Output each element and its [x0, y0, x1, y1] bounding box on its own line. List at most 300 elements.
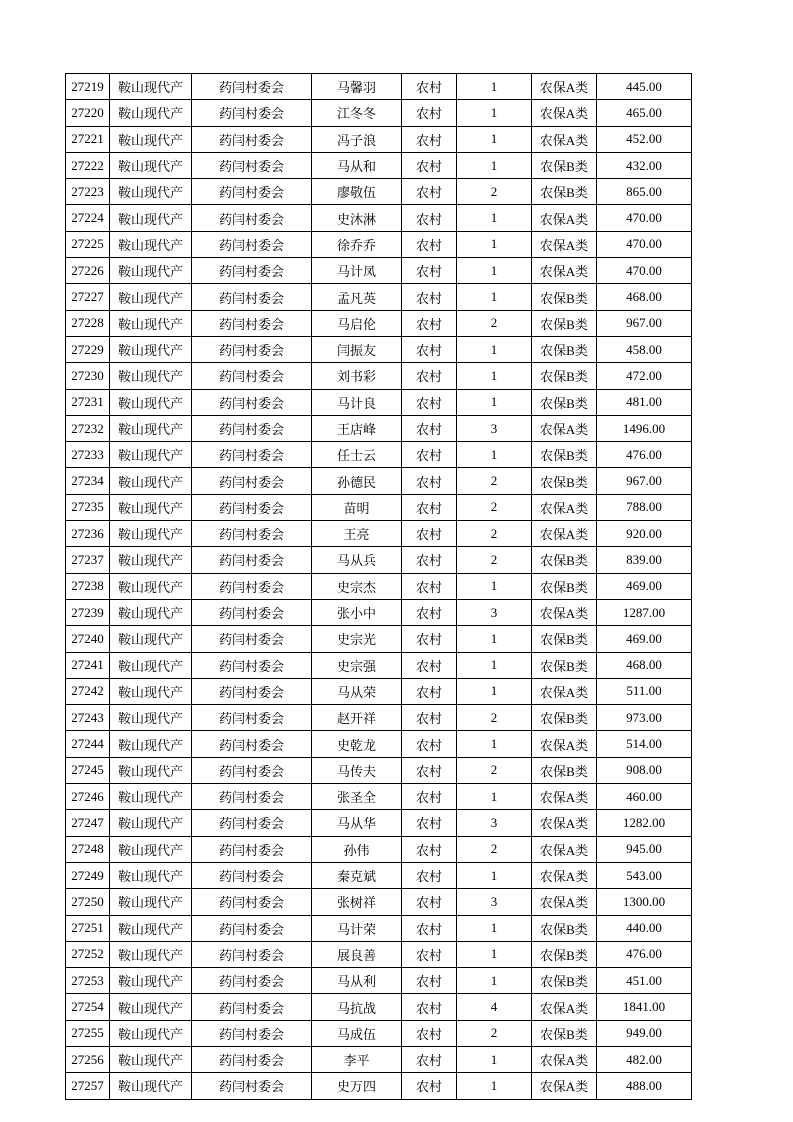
cell-count: 3	[457, 415, 532, 441]
cell-name: 马传夫	[312, 757, 402, 783]
cell-residence: 农村	[402, 442, 457, 468]
cell-category: 农保B类	[532, 336, 597, 362]
cell-amount: 1496.00	[597, 415, 692, 441]
cell-name: 展良善	[312, 941, 402, 967]
cell-id: 27242	[66, 678, 110, 704]
cell-org: 鞍山现代产	[110, 389, 192, 415]
cell-residence: 农村	[402, 389, 457, 415]
cell-residence: 农村	[402, 100, 457, 126]
cell-org: 鞍山现代产	[110, 126, 192, 152]
table-row	[66, 757, 692, 783]
cell-org: 鞍山现代产	[110, 915, 192, 941]
cell-count: 1	[457, 1073, 532, 1099]
cell-village: 药闫村委会	[192, 915, 312, 941]
cell-count: 1	[457, 968, 532, 994]
cell-residence: 农村	[402, 1046, 457, 1072]
cell-residence: 农村	[402, 941, 457, 967]
cell-amount: 469.00	[597, 573, 692, 599]
cell-id: 27224	[66, 205, 110, 231]
cell-amount: 458.00	[597, 336, 692, 362]
cell-name: 马从兵	[312, 547, 402, 573]
cell-category: 农保B类	[532, 179, 597, 205]
cell-amount: 1841.00	[597, 994, 692, 1020]
cell-count: 1	[457, 74, 532, 100]
cell-org: 鞍山现代产	[110, 74, 192, 100]
cell-id: 27230	[66, 363, 110, 389]
table-row	[66, 784, 692, 810]
cell-count: 2	[457, 494, 532, 520]
cell-id: 27219	[66, 74, 110, 100]
cell-village: 药闫村委会	[192, 258, 312, 284]
table-row	[66, 100, 692, 126]
cell-village: 药闫村委会	[192, 205, 312, 231]
cell-count: 1	[457, 941, 532, 967]
cell-id: 27225	[66, 231, 110, 257]
cell-count: 1	[457, 626, 532, 652]
cell-org: 鞍山现代产	[110, 1046, 192, 1072]
table-row	[66, 599, 692, 625]
table-row	[66, 994, 692, 1020]
cell-amount: 470.00	[597, 231, 692, 257]
cell-name: 孙德民	[312, 468, 402, 494]
cell-amount: 514.00	[597, 731, 692, 757]
cell-category: 农保B类	[532, 547, 597, 573]
cell-org: 鞍山现代产	[110, 258, 192, 284]
cell-residence: 农村	[402, 1020, 457, 1046]
cell-category: 农保A类	[532, 258, 597, 284]
cell-amount: 967.00	[597, 468, 692, 494]
cell-id: 27231	[66, 389, 110, 415]
cell-residence: 农村	[402, 415, 457, 441]
cell-category: 农保A类	[532, 731, 597, 757]
cell-category: 农保A类	[532, 126, 597, 152]
cell-id: 27235	[66, 494, 110, 520]
cell-amount: 967.00	[597, 310, 692, 336]
cell-name: 张圣全	[312, 784, 402, 810]
cell-org: 鞍山现代产	[110, 100, 192, 126]
cell-category: 农保A类	[532, 810, 597, 836]
table-row	[66, 915, 692, 941]
cell-amount: 908.00	[597, 757, 692, 783]
cell-count: 3	[457, 599, 532, 625]
cell-name: 史沐淋	[312, 205, 402, 231]
cell-residence: 农村	[402, 652, 457, 678]
cell-residence: 农村	[402, 626, 457, 652]
cell-category: 农保B类	[532, 284, 597, 310]
cell-amount: 451.00	[597, 968, 692, 994]
cell-name: 马从利	[312, 968, 402, 994]
table-row	[66, 626, 692, 652]
cell-residence: 农村	[402, 231, 457, 257]
cell-org: 鞍山现代产	[110, 994, 192, 1020]
cell-category: 农保B类	[532, 573, 597, 599]
cell-residence: 农村	[402, 784, 457, 810]
cell-name: 王亮	[312, 521, 402, 547]
cell-name: 马成伍	[312, 1020, 402, 1046]
cell-org: 鞍山现代产	[110, 152, 192, 178]
table-row	[66, 678, 692, 704]
cell-name: 徐乔乔	[312, 231, 402, 257]
cell-amount: 973.00	[597, 705, 692, 731]
cell-village: 药闫村委会	[192, 652, 312, 678]
cell-residence: 农村	[402, 363, 457, 389]
cell-village: 药闫村委会	[192, 100, 312, 126]
cell-residence: 农村	[402, 126, 457, 152]
cell-category: 农保A类	[532, 1046, 597, 1072]
cell-count: 1	[457, 442, 532, 468]
cell-category: 农保A类	[532, 599, 597, 625]
cell-residence: 农村	[402, 336, 457, 362]
cell-org: 鞍山现代产	[110, 336, 192, 362]
cell-org: 鞍山现代产	[110, 442, 192, 468]
cell-org: 鞍山现代产	[110, 757, 192, 783]
table-row	[66, 941, 692, 967]
cell-amount: 945.00	[597, 836, 692, 862]
cell-category: 农保A类	[532, 889, 597, 915]
cell-category: 农保B类	[532, 757, 597, 783]
cell-amount: 481.00	[597, 389, 692, 415]
cell-id: 27246	[66, 784, 110, 810]
cell-amount: 511.00	[597, 678, 692, 704]
cell-village: 药闫村委会	[192, 389, 312, 415]
cell-name: 冯子浪	[312, 126, 402, 152]
table-row	[66, 862, 692, 888]
cell-name: 马从华	[312, 810, 402, 836]
cell-residence: 农村	[402, 258, 457, 284]
cell-amount: 470.00	[597, 205, 692, 231]
cell-count: 1	[457, 784, 532, 810]
cell-amount: 445.00	[597, 74, 692, 100]
cell-name: 苗明	[312, 494, 402, 520]
cell-village: 药闫村委会	[192, 74, 312, 100]
table-row	[66, 810, 692, 836]
table-row	[66, 731, 692, 757]
cell-name: 马从和	[312, 152, 402, 178]
cell-id: 27253	[66, 968, 110, 994]
cell-name: 马抗战	[312, 994, 402, 1020]
cell-org: 鞍山现代产	[110, 468, 192, 494]
cell-amount: 440.00	[597, 915, 692, 941]
cell-amount: 460.00	[597, 784, 692, 810]
cell-amount: 472.00	[597, 363, 692, 389]
cell-residence: 农村	[402, 547, 457, 573]
cell-residence: 农村	[402, 994, 457, 1020]
cell-amount: 949.00	[597, 1020, 692, 1046]
cell-count: 2	[457, 1020, 532, 1046]
cell-count: 2	[457, 521, 532, 547]
cell-count: 1	[457, 862, 532, 888]
cell-count: 2	[457, 757, 532, 783]
cell-name: 马从荣	[312, 678, 402, 704]
cell-category: 农保A类	[532, 994, 597, 1020]
table-row	[66, 573, 692, 599]
cell-residence: 农村	[402, 310, 457, 336]
cell-village: 药闫村委会	[192, 994, 312, 1020]
cell-amount: 865.00	[597, 179, 692, 205]
cell-category: 农保A类	[532, 100, 597, 126]
cell-residence: 农村	[402, 889, 457, 915]
cell-name: 史宗杰	[312, 573, 402, 599]
cell-village: 药闫村委会	[192, 547, 312, 573]
cell-category: 农保B类	[532, 152, 597, 178]
cell-amount: 1282.00	[597, 810, 692, 836]
cell-id: 27250	[66, 889, 110, 915]
table-row	[66, 231, 692, 257]
cell-org: 鞍山现代产	[110, 731, 192, 757]
table-row	[66, 310, 692, 336]
cell-category: 农保B类	[532, 915, 597, 941]
cell-amount: 788.00	[597, 494, 692, 520]
cell-amount: 488.00	[597, 1073, 692, 1099]
cell-village: 药闫村委会	[192, 521, 312, 547]
cell-village: 药闫村委会	[192, 231, 312, 257]
cell-count: 1	[457, 205, 532, 231]
cell-name: 江冬冬	[312, 100, 402, 126]
cell-category: 农保B类	[532, 310, 597, 336]
cell-village: 药闫村委会	[192, 626, 312, 652]
table-row	[66, 1046, 692, 1072]
cell-category: 农保B类	[532, 652, 597, 678]
cell-residence: 农村	[402, 205, 457, 231]
cell-name: 史宗强	[312, 652, 402, 678]
cell-org: 鞍山现代产	[110, 889, 192, 915]
cell-count: 2	[457, 179, 532, 205]
cell-village: 药闫村委会	[192, 968, 312, 994]
table-body	[66, 74, 692, 1100]
table-row	[66, 652, 692, 678]
cell-org: 鞍山现代产	[110, 284, 192, 310]
cell-id: 27254	[66, 994, 110, 1020]
cell-org: 鞍山现代产	[110, 652, 192, 678]
cell-village: 药闫村委会	[192, 599, 312, 625]
cell-org: 鞍山现代产	[110, 836, 192, 862]
cell-id: 27240	[66, 626, 110, 652]
cell-id: 27223	[66, 179, 110, 205]
cell-category: 农保B类	[532, 389, 597, 415]
cell-name: 张小中	[312, 599, 402, 625]
cell-org: 鞍山现代产	[110, 231, 192, 257]
cell-amount: 468.00	[597, 284, 692, 310]
cell-residence: 农村	[402, 573, 457, 599]
cell-amount: 465.00	[597, 100, 692, 126]
cell-amount: 1300.00	[597, 889, 692, 915]
cell-id: 27236	[66, 521, 110, 547]
cell-id: 27222	[66, 152, 110, 178]
cell-id: 27228	[66, 310, 110, 336]
cell-village: 药闫村委会	[192, 468, 312, 494]
cell-org: 鞍山现代产	[110, 415, 192, 441]
cell-name: 史宗光	[312, 626, 402, 652]
cell-org: 鞍山现代产	[110, 941, 192, 967]
cell-id: 27244	[66, 731, 110, 757]
cell-count: 1	[457, 152, 532, 178]
cell-count: 3	[457, 810, 532, 836]
cell-count: 2	[457, 836, 532, 862]
cell-name: 孟凡英	[312, 284, 402, 310]
cell-category: 农保B类	[532, 363, 597, 389]
cell-village: 药闫村委会	[192, 336, 312, 362]
cell-count: 1	[457, 231, 532, 257]
cell-residence: 农村	[402, 915, 457, 941]
cell-id: 27229	[66, 336, 110, 362]
cell-id: 27257	[66, 1073, 110, 1099]
cell-name: 马计凤	[312, 258, 402, 284]
cell-org: 鞍山现代产	[110, 310, 192, 336]
cell-village: 药闫村委会	[192, 284, 312, 310]
cell-category: 农保B类	[532, 968, 597, 994]
cell-residence: 农村	[402, 599, 457, 625]
cell-residence: 农村	[402, 678, 457, 704]
cell-village: 药闫村委会	[192, 1046, 312, 1072]
cell-name: 秦克斌	[312, 862, 402, 888]
cell-amount: 839.00	[597, 547, 692, 573]
pension-payment-table	[65, 73, 692, 1100]
cell-name: 刘书彩	[312, 363, 402, 389]
cell-village: 药闫村委会	[192, 678, 312, 704]
cell-count: 1	[457, 336, 532, 362]
cell-id: 27247	[66, 810, 110, 836]
cell-name: 马计荣	[312, 915, 402, 941]
table-row	[66, 205, 692, 231]
cell-village: 药闫村委会	[192, 731, 312, 757]
cell-org: 鞍山现代产	[110, 626, 192, 652]
cell-category: 农保B类	[532, 941, 597, 967]
cell-amount: 476.00	[597, 941, 692, 967]
cell-count: 4	[457, 994, 532, 1020]
cell-count: 1	[457, 258, 532, 284]
cell-name: 任士云	[312, 442, 402, 468]
cell-id: 27256	[66, 1046, 110, 1072]
cell-residence: 农村	[402, 74, 457, 100]
cell-residence: 农村	[402, 731, 457, 757]
cell-id: 27255	[66, 1020, 110, 1046]
cell-residence: 农村	[402, 494, 457, 520]
cell-id: 27233	[66, 442, 110, 468]
cell-category: 农保A类	[532, 836, 597, 862]
cell-category: 农保A类	[532, 205, 597, 231]
cell-category: 农保B类	[532, 468, 597, 494]
table-row	[66, 389, 692, 415]
cell-village: 药闫村委会	[192, 310, 312, 336]
cell-amount: 470.00	[597, 258, 692, 284]
cell-category: 农保A类	[532, 1073, 597, 1099]
cell-village: 药闫村委会	[192, 705, 312, 731]
cell-count: 1	[457, 573, 532, 599]
cell-id: 27248	[66, 836, 110, 862]
cell-amount: 482.00	[597, 1046, 692, 1072]
cell-id: 27241	[66, 652, 110, 678]
cell-category: 农保B类	[532, 705, 597, 731]
cell-name: 张树祥	[312, 889, 402, 915]
cell-count: 1	[457, 652, 532, 678]
cell-village: 药闫村委会	[192, 573, 312, 599]
table-row	[66, 547, 692, 573]
cell-residence: 农村	[402, 284, 457, 310]
table-row	[66, 152, 692, 178]
cell-village: 药闫村委会	[192, 179, 312, 205]
cell-village: 药闫村委会	[192, 784, 312, 810]
table-row	[66, 415, 692, 441]
cell-name: 李平	[312, 1046, 402, 1072]
cell-village: 药闫村委会	[192, 757, 312, 783]
cell-name: 史万四	[312, 1073, 402, 1099]
cell-residence: 农村	[402, 1073, 457, 1099]
table-row	[66, 442, 692, 468]
cell-org: 鞍山现代产	[110, 521, 192, 547]
cell-category: 农保A类	[532, 678, 597, 704]
cell-id: 27237	[66, 547, 110, 573]
cell-count: 2	[457, 468, 532, 494]
cell-village: 药闫村委会	[192, 889, 312, 915]
table-row	[66, 1020, 692, 1046]
cell-category: 农保B类	[532, 1020, 597, 1046]
cell-count: 2	[457, 547, 532, 573]
cell-org: 鞍山现代产	[110, 862, 192, 888]
cell-count: 1	[457, 915, 532, 941]
cell-village: 药闫村委会	[192, 941, 312, 967]
cell-residence: 农村	[402, 521, 457, 547]
cell-id: 27249	[66, 862, 110, 888]
cell-category: 农保A类	[532, 415, 597, 441]
cell-category: 农保B类	[532, 626, 597, 652]
cell-amount: 1287.00	[597, 599, 692, 625]
cell-org: 鞍山现代产	[110, 784, 192, 810]
cell-village: 药闫村委会	[192, 494, 312, 520]
cell-org: 鞍山现代产	[110, 363, 192, 389]
cell-village: 药闫村委会	[192, 415, 312, 441]
cell-village: 药闫村委会	[192, 836, 312, 862]
cell-count: 1	[457, 100, 532, 126]
cell-amount: 432.00	[597, 152, 692, 178]
cell-org: 鞍山现代产	[110, 810, 192, 836]
cell-village: 药闫村委会	[192, 126, 312, 152]
cell-name: 闫振友	[312, 336, 402, 362]
cell-count: 1	[457, 389, 532, 415]
cell-count: 1	[457, 284, 532, 310]
cell-id: 27245	[66, 757, 110, 783]
cell-org: 鞍山现代产	[110, 547, 192, 573]
cell-village: 药闫村委会	[192, 442, 312, 468]
cell-name: 王店峰	[312, 415, 402, 441]
cell-org: 鞍山现代产	[110, 968, 192, 994]
cell-name: 马启伦	[312, 310, 402, 336]
cell-name: 赵开祥	[312, 705, 402, 731]
cell-village: 药闫村委会	[192, 152, 312, 178]
cell-id: 27239	[66, 599, 110, 625]
cell-category: 农保A类	[532, 74, 597, 100]
cell-org: 鞍山现代产	[110, 1020, 192, 1046]
table-row	[66, 968, 692, 994]
cell-category: 农保A类	[532, 494, 597, 520]
cell-count: 2	[457, 705, 532, 731]
cell-count: 1	[457, 363, 532, 389]
table-row	[66, 705, 692, 731]
cell-village: 药闫村委会	[192, 810, 312, 836]
cell-id: 27243	[66, 705, 110, 731]
cell-amount: 920.00	[597, 521, 692, 547]
cell-amount: 469.00	[597, 626, 692, 652]
cell-category: 农保A类	[532, 231, 597, 257]
cell-count: 3	[457, 889, 532, 915]
cell-id: 27220	[66, 100, 110, 126]
table-row	[66, 468, 692, 494]
cell-id: 27221	[66, 126, 110, 152]
table-row	[66, 336, 692, 362]
cell-name: 马馨羽	[312, 74, 402, 100]
table-row	[66, 258, 692, 284]
table-row	[66, 1073, 692, 1099]
cell-residence: 农村	[402, 862, 457, 888]
